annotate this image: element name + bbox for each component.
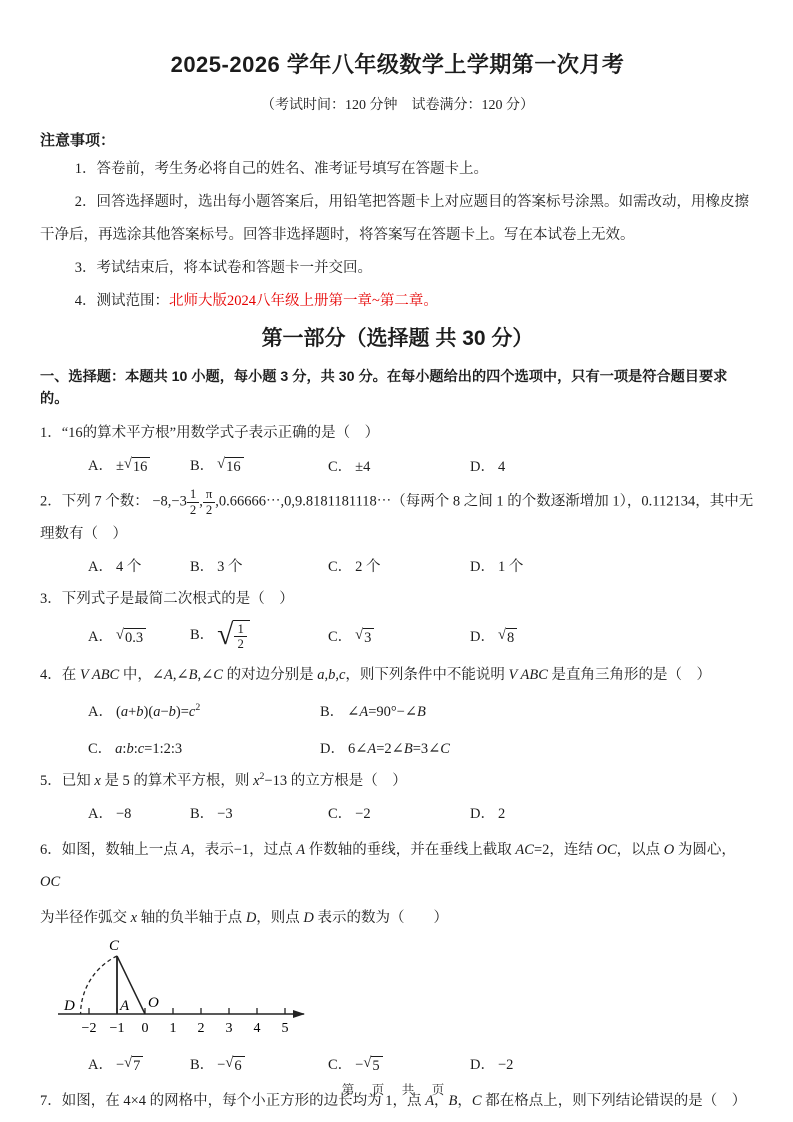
q6-option-c: C． − √ 5 [328,1053,470,1075]
section-1-heading: 第一部分（选择题 共 30 分） [261,327,534,350]
notice-item-4-scope: 北师大版2024八年级上册第一章~第二章。 [169,293,438,309]
q3-option-c: C． √ 3 [328,625,470,647]
q6-figure-container [52,936,755,1045]
q3-option-a: A． √ 0.3 [88,625,190,647]
question-7-stem: 7．如图，在 4×4 的网格中，每个小正方形的边长均为 1，点 A，B，C 都在格点上，则下列结论错误的是（ ） [40,1093,747,1110]
section-1-instruction: 一、选择题：本题共 10 小题，每小题 3 分，共 30 分。在每小题给出的四个选项中，只有一项是符合题目要求的。 [40,369,728,407]
question-5-stem: 5．已知 x 是 5 的算术平方根，则 $x^2-13$ 的立方根是（ ） [40,771,407,789]
q4-option-a: A． $(a+b)(a-b)=c^2$ [88,702,201,720]
notice-item-2: 2．回答选择题时，选出每小题答案后，用铅笔把答题卡上对应题目的答案标号涂黑。如需改动，用橡皮擦干净后，再选涂其他答案标号。回答非选择题时，将答案写在答题卡上。写在本试卷上无效。 [40,194,750,243]
q6-axis-arrow-icon [293,1010,305,1018]
question-2-options [88,555,755,576]
q6-tick-label-3: 1 [169,1020,177,1036]
q2-option-d: D． 1 个 [470,558,524,575]
q6-tick-label-6: 4 [253,1020,261,1036]
q6-tick-label-2: 0 [141,1020,149,1036]
q6-point-label-d: D [64,997,75,1014]
question-3-options [88,620,755,652]
q6-tick-label-5: 3 [225,1020,233,1036]
notice-item-1: 1．答卷前，考生务必将自己的姓名、准考证号填写在答题卡上。 [74,161,489,177]
question-6-stem-line1: 6．如图，数轴上一点 A，表示−1，过点 A 作数轴的垂线，并在垂线上截取 AC=2，连结 OC，以点 O 为圆心，OC [40,841,736,890]
notice-item-4-prefix: 4．测试范围： [74,293,170,309]
page-footer: 第 页 共 页 [341,1083,452,1097]
q3-option-d: D． √ 8 [470,625,755,647]
q2-option-c: C． 2 个 [328,558,381,575]
q5-option-b: B． −3 [190,805,233,822]
q1-option-b: B． √ 16 [190,454,328,476]
notice-item-4 [40,285,755,318]
q6-option-a: A． − √ 7 [88,1053,190,1075]
question-1-options [88,454,755,476]
q5-option-c: C． −2 [328,805,371,822]
q6-number-line-figure [52,936,322,1040]
q4-option-d: D． 6∠A=2∠B=3∠C [320,740,450,757]
q4-option-c: C． a:b:c=1:2:3 [88,740,183,757]
notices-section [40,129,755,318]
question-6-stem-line2: 为半径作弧交 x 轴的负半轴于点 D，则点 D 表示的数为（ ） [40,909,449,926]
question-4-stem: 4．在 V ABC 中，∠A,∠B,∠C 的对边分别是 a,b,c，则下列条件中不能说明 V ABC 是直角三角形的是（ ） [40,666,712,683]
q6-tick-label-7: 5 [281,1020,289,1036]
page-title: 2025-2026 学年八年级数学上学期第一次月考 [170,52,625,77]
q6-point-label-a: A [120,997,130,1014]
question-2-stem-line1: 2．下列 7 个数： −8,−3 $\frac{1}{2}$ , $\frac{\pi}{2}$ ,0.66666⋯,0,9.8181181118⋯（每两个 8 之间 1 的个数逐渐增加 1），0.112134，其中无 [40,487,754,517]
question-6-options [88,1053,755,1075]
question-1-stem: 1．“16的算术平方根”用数学式子表示正确的是（ ） [40,425,380,441]
q6-tick-label-1: −1 [109,1020,125,1036]
q1-option-d: D． 4 [470,458,506,475]
q6-option-b: B． − √ 6 [190,1053,328,1075]
q1-option-a: A． ± √ 16 [88,454,190,476]
q6-point-label-o: O [148,994,159,1011]
exam-subtitle: （考试时间：120 分钟 试卷满分：120 分） [261,98,534,113]
q6-tick-label-0: −2 [81,1020,97,1036]
q6-point-label-c: C [109,937,120,954]
q3-option-b: B． √ $\frac{1}{2}$ [190,620,328,652]
question-4-options [88,700,755,758]
question-3-stem: 3．下列式子是最简二次根式的是（ ） [40,590,294,607]
question-2-stem-line2: 理数有（ ） [40,525,127,542]
q6-tick-label-4: 2 [197,1020,205,1036]
q1-option-c: C． ±4 [328,458,371,475]
q5-option-a: A． −8 [88,805,132,822]
notice-item-3: 3．考试结束后，将本试卷和答题卡一并交回。 [74,260,373,276]
q6-arc [81,956,117,1014]
q2-option-a: A． 4 个 [88,558,142,575]
q4-option-b: B． ∠A=90°−∠B [320,703,426,720]
notices-heading: 注意事项： [40,132,116,149]
q6-option-d: D． −2 [470,1057,514,1074]
q5-option-d: D． 2 [470,805,506,822]
q2-option-b: B． 3 个 [190,558,243,575]
question-5-options [88,802,755,823]
